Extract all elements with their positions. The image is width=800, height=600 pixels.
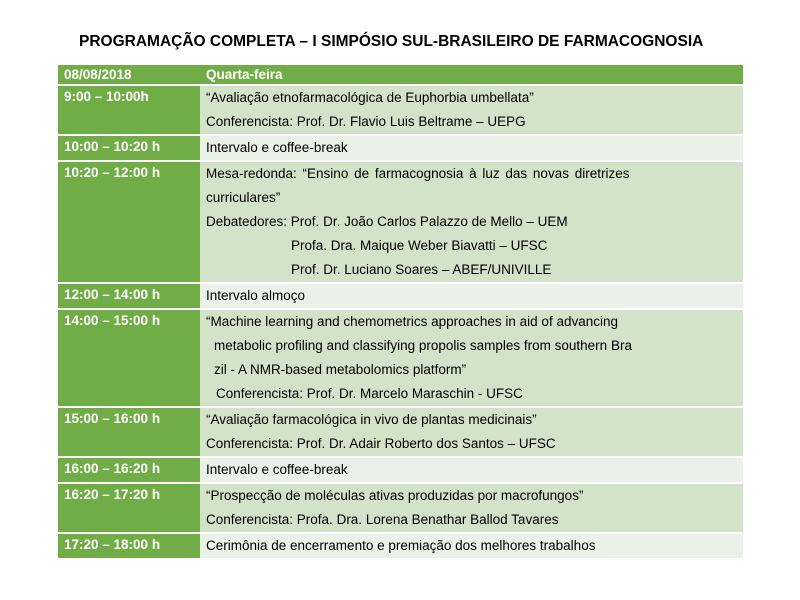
time-cell: 16:00 – 16:20 h — [58, 457, 200, 483]
time-cell: 14:00 – 15:00 h — [58, 309, 200, 407]
table-row — [58, 533, 743, 559]
description-line: Cerimônia de encerramento e premiação dos melhores trabalhos — [206, 538, 596, 553]
description-line: curriculares” — [206, 190, 281, 205]
description-cell — [200, 135, 743, 161]
description-line: Conferencista: Profa. Dra. Lorena Benathar Ballod Tavares — [206, 512, 559, 527]
time-cell: 16:20 – 17:20 h — [58, 483, 200, 533]
description-cell — [200, 407, 743, 457]
description-cell — [200, 533, 743, 559]
description-line: “Machine learning and chemometrics approaches in aid of advancing — [206, 314, 618, 329]
table-row — [58, 161, 743, 283]
description-line: “Prospecção de moléculas ativas produzidas por macrofungos” — [206, 488, 584, 503]
table-row — [58, 483, 743, 533]
table-header-row — [58, 65, 743, 85]
description-cell — [200, 283, 743, 309]
time-cell: 12:00 – 14:00 h — [58, 283, 200, 309]
description-line: “Avaliação farmacológica in vivo de plantas medicinais” — [206, 412, 537, 427]
table-row — [58, 407, 743, 457]
description-cell — [200, 85, 743, 135]
table-row — [58, 283, 743, 309]
description-cell — [200, 483, 743, 533]
description-cell — [200, 457, 743, 483]
table-row — [58, 309, 743, 407]
table-row — [58, 457, 743, 483]
description-line: Profa. Dra. Maique Weber Biavatti – UFSC — [291, 238, 548, 253]
description-line: Intervalo almoço — [206, 288, 306, 303]
description-line: Intervalo e coffee-break — [206, 462, 348, 477]
table-row — [58, 135, 743, 161]
header-date: 08/08/2018 — [58, 65, 200, 85]
header-day: Quarta-feira — [200, 65, 743, 85]
time-cell: 17:20 – 18:00 h — [58, 533, 200, 559]
description-line: “Avaliação etnofarmacológica de Euphorbia umbellata” — [206, 90, 534, 105]
description-line: Conferencista: Prof. Dr. Marcelo Maraschin - UFSC — [216, 386, 523, 401]
schedule-table — [58, 65, 743, 560]
description-cell — [200, 309, 743, 407]
description-line: Conferencista: Prof. Dr. Adair Roberto dos Santos – UFSC — [206, 436, 556, 451]
time-cell: 10:20 – 12:00 h — [58, 161, 200, 283]
description-line: Conferencista: Prof. Dr. Flavio Luis Beltrame – UEPG — [206, 114, 526, 129]
description-line: zil - A NMR-based metabolomics platform” — [214, 362, 467, 377]
description-line: Intervalo e coffee-break — [206, 140, 348, 155]
page-title: PROGRAMAÇÃO COMPLETA – I SIMPÓSIO SUL-BRASILEIRO DE FARMACOGNOSIA — [79, 33, 704, 50]
time-cell: 9:00 – 10:00h — [58, 85, 200, 135]
time-cell: 15:00 – 16:00 h — [58, 407, 200, 457]
time-cell: 10:00 – 10:20 h — [58, 135, 200, 161]
description-line: metabolic profiling and classifying propolis samples from southern Bra — [214, 338, 632, 353]
description-line: Prof. Dr. Luciano Soares – ABEF/UNIVILLE — [291, 262, 552, 277]
description-line: Debatedores: Prof. Dr. João Carlos Palazzo de Mello – UEM — [206, 214, 568, 229]
description-line: Mesa-redonda: “Ensino de farmacognosia à luz das novas diretrizes — [206, 166, 630, 181]
table-row — [58, 85, 743, 135]
description-cell — [200, 161, 743, 283]
